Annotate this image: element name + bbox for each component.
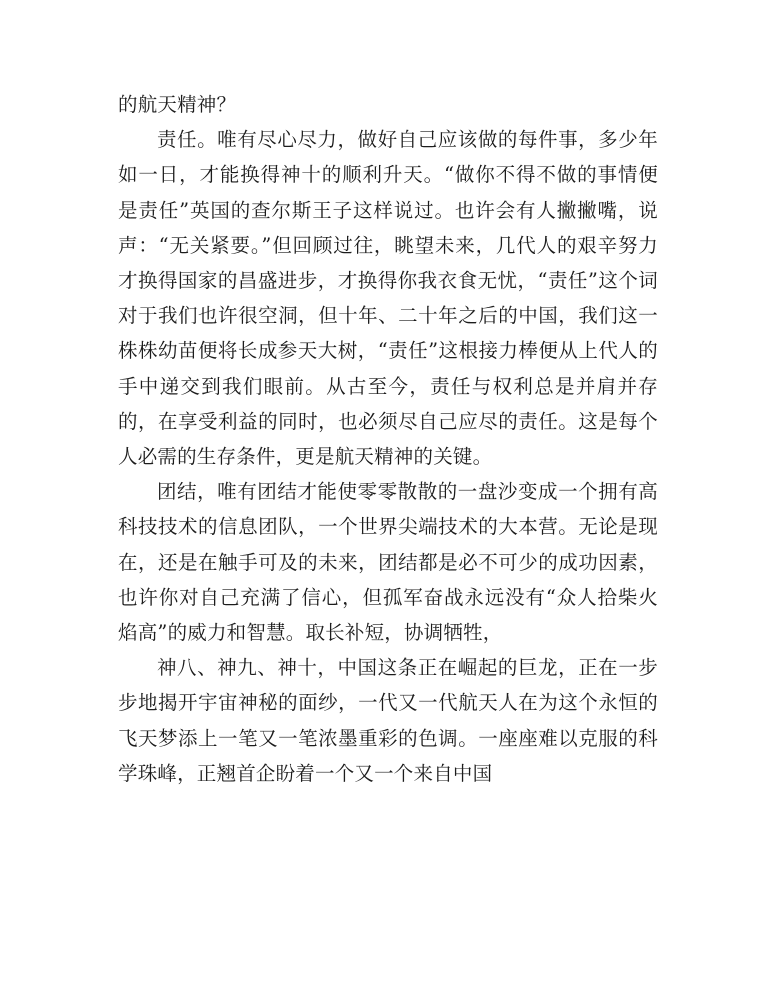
paragraph-shenzhou: 神八、神九、神十，中国这条正在崛起的巨龙，正在一步步地揭开宇宙神秘的面纱，一代又一代航天人在为这个永恒的飞天梦添上一笔又一笔浓墨重彩的色调。一座座难以克服的科学珠峰，正翘首企盼着一个又一个来自中国 — [118, 656, 658, 785]
document-body — [118, 87, 658, 791]
paragraph-responsibility: 责任。唯有尽心尽力，做好自己应该做的每件事，多少年如一日，才能换得神十的顺利升天。“做你不得不做的事情便是责任”英国的查尔斯王子这样说过。也许会有人撇撇嘴，说声：“无关紧要。”但回顾过往，眺望未来，几代人的艰辛努力才换得国家的昌盛进步，才换得你我衣食无忧，“责任”这个词对于我们也许很空洞，但十年、二十年之后的中国，我们这一株株幼苗便将长成参天大树，“责任”这根接力棒便从上代人的手中递交到我们眼前。从古至今，责任与权利总是并肩并存的，在享受利益的同时，也必须尽自己应尽的责任。这是每个人必需的生存条件，更是航天精神的关键。 — [118, 128, 658, 469]
paragraph-continuation: 的航天精神？ — [118, 93, 237, 116]
paragraph-unity: 团结，唯有团结才能使零零散散的一盘沙变成一个拥有高科技技术的信息团队，一个世界尖端技术的大本营。无论是现在，还是在触手可及的未来，团结都是必不可少的成功因素，也许你对自己充满了信心，但孤军奋战永远没有“众人拾柴火焰高”的威力和智慧。取长补短，协调牺牲， — [118, 480, 658, 645]
